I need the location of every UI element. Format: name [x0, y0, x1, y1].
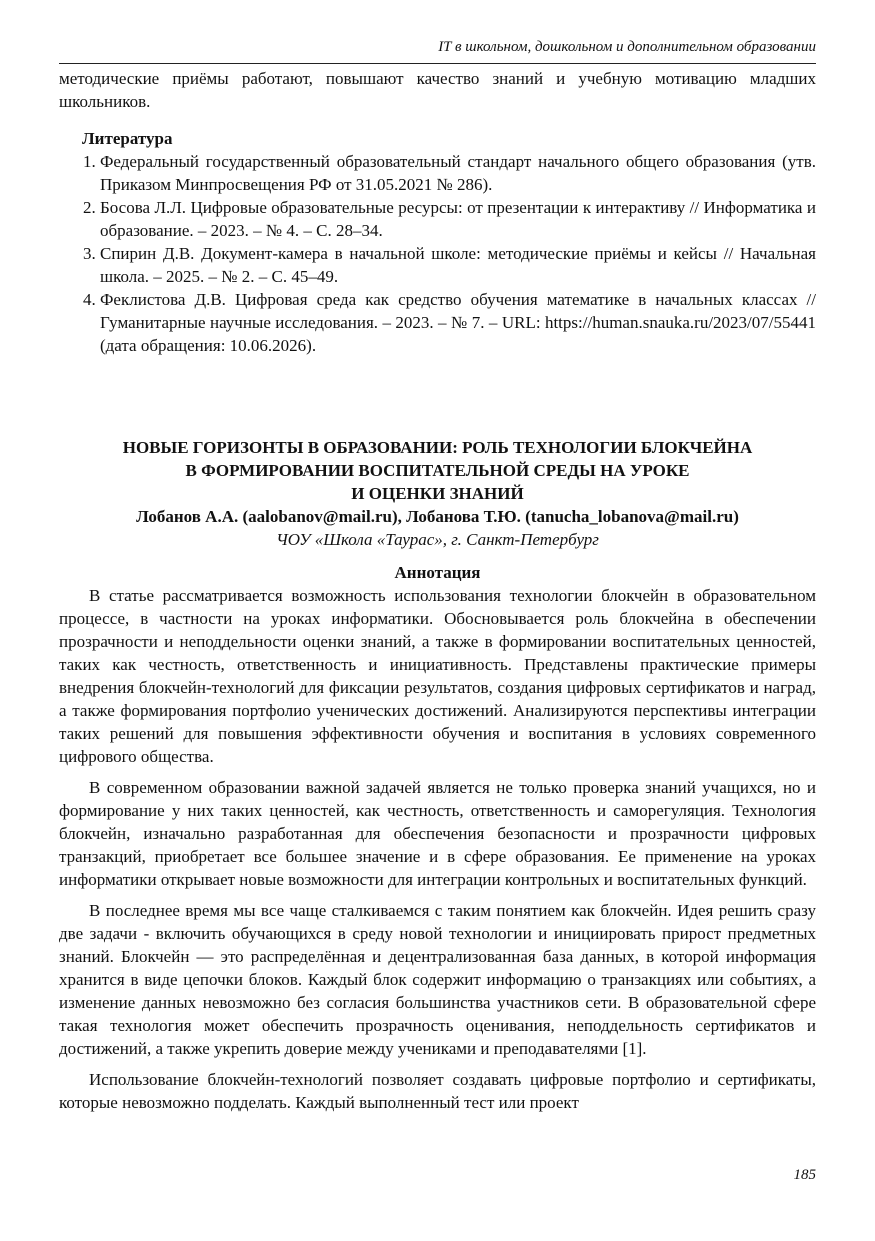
reference-item: [59, 196, 816, 242]
reference-text: Феклистова Д.В. Цифровая среда как средство обучения математике в начальных классах // Гуманитарные научные исследования. – 2023. – № 7. – URL: https://human.snauka.ru/2023/07/55441 (дата обращения: 10.06.2026).: [100, 290, 816, 355]
references-list: [59, 150, 816, 357]
article-title-line: И ОЦЕНКИ ЗНАНИЙ: [351, 484, 524, 503]
reference-number: 4.: [83, 290, 96, 309]
reference-item: [59, 150, 816, 196]
abstract-title: Аннотация: [394, 563, 481, 582]
reference-text: Босова Л.Л. Цифровые образовательные ресурсы: от презентации к интерактиву // Информатика и образование. – 2023. – № 4. – С. 28–34.: [100, 198, 816, 240]
article-title-line: НОВЫЕ ГОРИЗОНТЫ В ОБРАЗОВАНИИ: РОЛЬ ТЕХНОЛОГИИ БЛОКЧЕЙНА: [122, 438, 753, 457]
body-paragraph: В последнее время мы все чаще сталкиваемся с таким понятием как блокчейн. Идея решить сразу две задачи - включить обучающихся в среду новой технологии и инициировать прирост предметных знаний. Блокчейн — это распределённая и децентрализованная база данных, в которой информация хранится в виде цепочки блоков. Каждый блок содержит информацию о транзакциях или событиях, а изменение данных невозможно без согласия большинства участников сети. В образовательной сфере такая технология может обеспечить прозрачность оценивания, неподдельность сертификатов и достижений, а также укрепить доверие между учениками и преподавателями [1].: [59, 901, 816, 1058]
body-paragraph: Использование блокчейн-технологий позволяет создавать цифровые портфолио и сертификаты, которые невозможно подделать. Каждый выполненный тест или проект: [59, 1070, 816, 1112]
page-number: 185: [793, 1167, 816, 1183]
references-title: Литература: [82, 129, 173, 148]
page: [59, 38, 816, 1114]
reference-text: Спирин Д.В. Документ-камера в начальной школе: методические приёмы и кейсы // Начальная школа. – 2025. – № 2. – С. 45–49.: [100, 244, 816, 286]
abstract-text: В статье рассматривается возможность использования технологии блокчейн в образовательном процессе, в частности на уроках информатики. Обосновывается роль блокчейна в обеспечении прозрачности и неподдельности оценки знаний, а также в формировании воспитательных ценностей, таких как честность, ответственность и инициативность. Представлены практические примеры внедрения блокчейн-технологий для фиксации результатов, создания цифровых сертификатов и наград, а также формирования портфолио ученических достижений. Анализируются перспективы интеграции таких решений для повышения эффективности обучения и воспитания в условиях современного цифрового общества.: [59, 586, 816, 766]
article-authors: Лобанов А.А. (aalobanov@mail.ru), Лобанова Т.Ю. (tanucha_lobanova@mail.ru): [136, 507, 739, 526]
reference-text: Федеральный государственный образовательный стандарт начального общего образования (утв. Приказом Минпросвещения РФ от 31.05.2021 № 286).: [100, 152, 816, 194]
reference-number: 3.: [83, 244, 96, 263]
reference-number: 2.: [83, 198, 96, 217]
reference-item: [59, 242, 816, 288]
previous-paragraph-tail: методические приёмы работают, повышают качество знаний и учебную мотивацию младших школьников.: [59, 69, 816, 111]
article-title: [59, 436, 816, 505]
running-head: IT в школьном, дошкольном и дополнительном образовании: [59, 38, 816, 64]
body-paragraph: В современном образовании важной задачей является не только проверка знаний учащихся, но и формирование у них таких ценностей, как честность, ответственность и саморегуляция. Технология блокчейн, изначально разработанная для обеспечения безопасности и прозрачности цифровых транзакций, приобретает все большее значение и в сфере образования. Ее применение на уроках информатики открывает новые возможности для интеграции контрольных и воспитательных функций.: [59, 778, 816, 889]
reference-number: 1.: [83, 152, 96, 171]
article-title-line: В ФОРМИРОВАНИИ ВОСПИТАТЕЛЬНОЙ СРЕДЫ НА УРОКЕ: [185, 461, 690, 480]
article-organization: ЧОУ «Школа «Таурас», г. Санкт-Петербург: [276, 530, 599, 549]
reference-item: [59, 288, 816, 357]
